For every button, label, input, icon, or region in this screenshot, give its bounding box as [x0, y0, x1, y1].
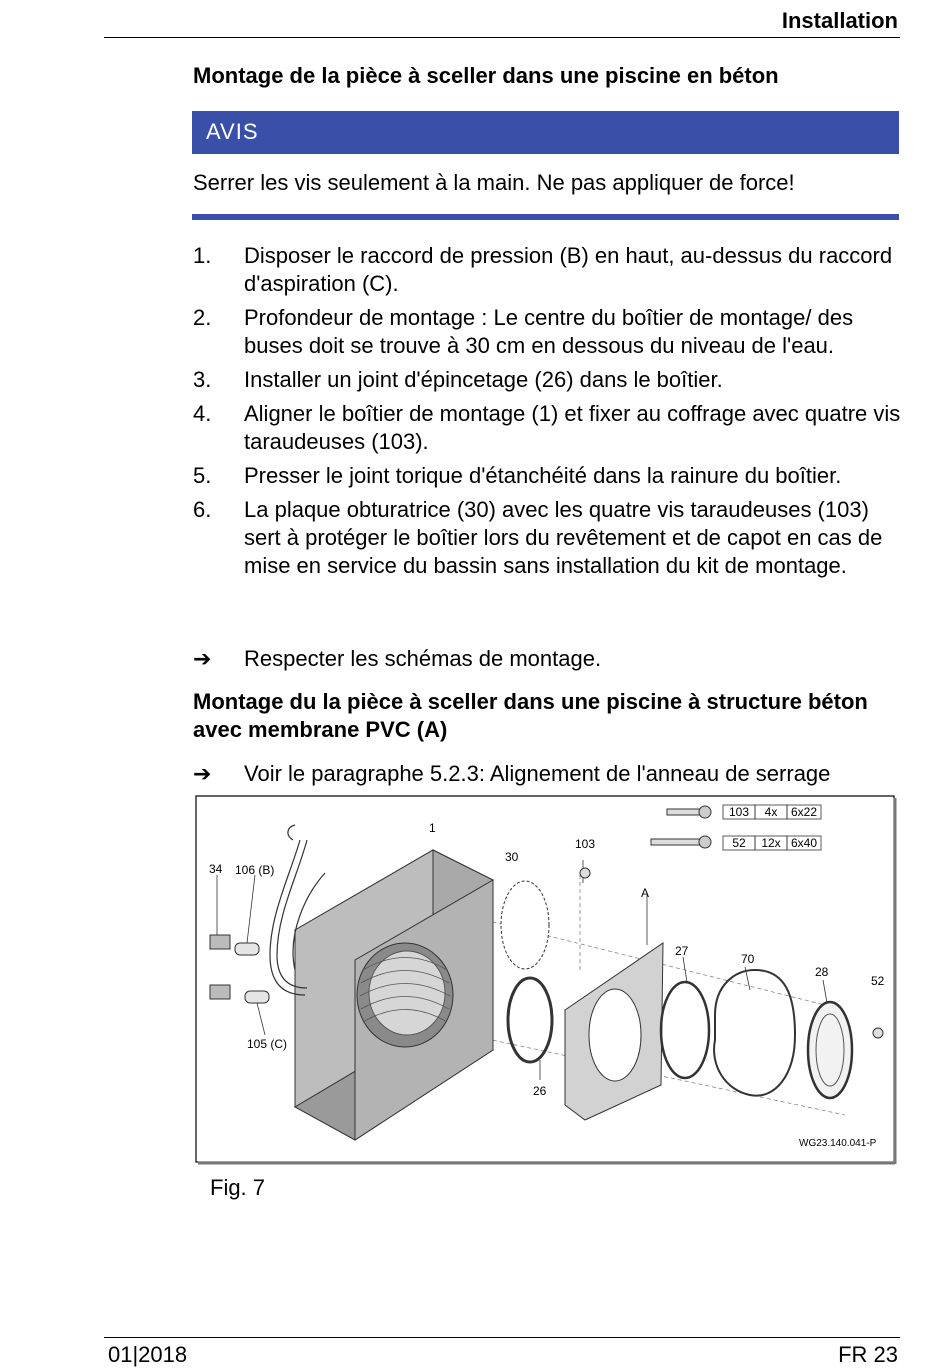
step-text: Installer un joint d'épincetage (26) dans le boîtier. — [244, 367, 723, 392]
notice-text: Serrer les vis seulement à la main. Ne pas appliquer de force! — [193, 170, 795, 195]
step-item — [193, 462, 903, 490]
figure-caption: Fig. 7 — [210, 1175, 266, 1200]
arrow-icon: ➔ — [193, 646, 212, 671]
callout-label: 28 — [815, 965, 829, 979]
callout-label: 34 — [209, 862, 223, 876]
reference-line — [193, 760, 830, 788]
callout-label: 52 — [871, 974, 885, 988]
callout-label: 106 (B) — [235, 863, 275, 877]
notice-rule — [192, 214, 899, 220]
table-cell: 103 — [728, 805, 750, 819]
footer-rule — [104, 1337, 900, 1338]
step-number: 1. — [193, 243, 212, 268]
table-cell: 6x40 — [790, 836, 818, 850]
footer-date: 01|2018 — [108, 1342, 188, 1367]
callout-label: A — [641, 886, 650, 900]
result-line — [193, 645, 601, 673]
step-text: Presser le joint torique d'étanchéité dans la rainure du boîtier. — [244, 463, 842, 488]
step-item — [193, 400, 903, 456]
header-title: Installation — [781, 8, 898, 33]
callout-label: 26 — [533, 1084, 547, 1098]
step-number: 5. — [193, 463, 212, 488]
step-text: Disposer le raccord de pression (B) en haut, au-dessus du raccord d'aspiration (C). — [244, 243, 893, 296]
step-item — [193, 366, 903, 394]
closure-plate — [501, 881, 549, 969]
step-text: Aligner le boîtier de montage (1) et fixer au coffrage avec quatre vis taraudeuses (103). — [244, 401, 901, 454]
step-text: La plaque obturatrice (30) avec les quatre vis taraudeuses (103) sert à protéger le boîtier lors du revêtement et de capot en cas de mise en service du bassin sans installation du kit de montage. — [244, 497, 883, 578]
screw-52 — [873, 1028, 883, 1038]
arrow-icon: ➔ — [193, 761, 212, 786]
steps-list — [193, 242, 903, 586]
callout-label: 27 — [675, 944, 689, 958]
callout-label: 30 — [505, 850, 519, 864]
callout-label: 70 — [741, 952, 755, 966]
section-title-2: Montage du la pièce à sceller dans une piscine à structure béton avec membrane PVC (A) — [193, 689, 868, 742]
table-cell: 12x — [761, 836, 781, 850]
step-item — [193, 242, 903, 298]
step-text: Profondeur de montage : Le centre du boîtier de montage/ des buses doit se trouve à 30 cm en dessous du niveau de l'eau. — [244, 305, 854, 358]
notice-label: AVIS — [206, 119, 259, 144]
table-cell: 4x — [764, 805, 778, 819]
notice-banner — [192, 111, 899, 154]
table-cell: 6x22 — [790, 805, 818, 819]
step-item — [193, 496, 903, 580]
step-number: 4. — [193, 401, 212, 426]
table-cell: 52 — [732, 836, 746, 850]
drawing-code: WG23.140.041-P — [799, 1138, 877, 1149]
callout-label: 1 — [429, 821, 436, 835]
step-number: 2. — [193, 305, 212, 330]
exploded-diagram — [195, 795, 897, 1165]
step-item — [193, 304, 903, 360]
reference-text: Voir le paragraphe 5.2.3: Alignement de l'anneau de serrage — [244, 761, 831, 786]
step-number: 3. — [193, 367, 212, 392]
section-title: Montage de la pièce à sceller dans une piscine en béton — [193, 63, 779, 88]
header-rule — [104, 37, 900, 38]
callout-label: 105 (C) — [247, 1037, 288, 1051]
callout-label: 103 — [575, 837, 596, 851]
result-text: Respecter les schémas de montage. — [244, 646, 602, 671]
footer-page: FR 23 — [838, 1342, 898, 1367]
step-number: 6. — [193, 497, 212, 522]
